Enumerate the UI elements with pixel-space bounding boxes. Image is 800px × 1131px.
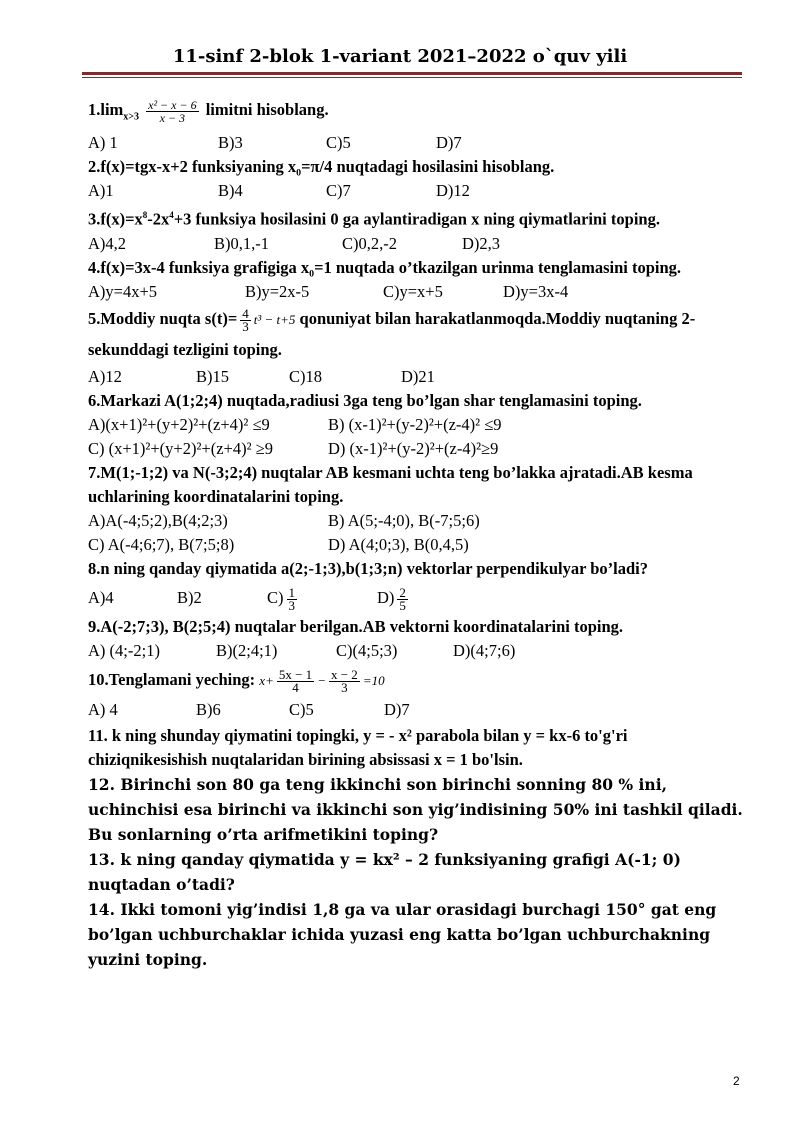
q10-f2-den: 3 <box>341 679 348 695</box>
q5-option-d: D)21 <box>401 366 435 386</box>
q1-frac-num: x² − x − 6 <box>148 97 197 112</box>
q2-option-d: D)12 <box>436 181 470 201</box>
q9-option-a: A) (4;-2;1) <box>88 640 160 660</box>
question-3 <box>88 203 743 232</box>
question-6: 6.Markazi A(1;2;4) nuqtada,radiusi 3ga teng bo’lgan shar tenglamasini toping. <box>88 390 642 410</box>
q4-option-c: C)y=x+5 <box>383 281 443 301</box>
q6-option-d: D) (x-1)²+(y-2)²+(z-4)²≥9 <box>328 438 499 458</box>
q10-f2-num: x − 2 <box>330 666 358 682</box>
q10-lead: 10.Tenglamani yeching: <box>88 669 260 689</box>
question-12: 12. Birinchi son 80 ga teng ikkinchi son birinchi sonning 80 % ini, uchinchisi esa birinchi va ikkinchi son yig’indisining 50% ini tashkil qiladi. Bu sonlarning o’rta arifmetikini toping? <box>88 774 743 844</box>
question-4: 4.f(x)=3x-4 funksiya grafigiga x₀=1 nuqtada o’tkazilgan urinma tenglamasini toping. <box>88 257 682 277</box>
q8-option-b: B)2 <box>177 587 202 607</box>
q10-option-a: A) 4 <box>88 699 118 719</box>
answers-9 <box>88 639 743 663</box>
answers-10 <box>88 698 743 722</box>
q5-frac-den: 3 <box>242 318 249 334</box>
q3-exp1: 8 <box>142 210 148 221</box>
q8-c-den: 3 <box>288 597 295 613</box>
q4-option-a: A)y=4x+5 <box>88 281 158 301</box>
q5-option-c: C)18 <box>289 366 322 386</box>
q1-fraction <box>146 99 198 124</box>
q3-option-c: C)0,2,-2 <box>342 233 397 253</box>
q9-option-c: C)(4;5;3) <box>336 640 398 660</box>
answers-3 <box>88 232 743 256</box>
q3-part2: -2x <box>147 209 170 229</box>
answers-4 <box>88 280 743 304</box>
q3-part3: +3 funksiya hosilasini 0 ga aylantiradigan x ning qiymatlarini toping. <box>173 209 660 229</box>
q8-d-den: 5 <box>399 597 406 613</box>
q1-frac-den: x − 3 <box>159 110 186 125</box>
q10-option-d: D)7 <box>384 699 410 719</box>
q1-text: limitni hisoblang. <box>205 100 329 119</box>
q2-option-c: C)7 <box>326 181 351 201</box>
header-rule-thick <box>82 72 742 75</box>
q10-fraction-1 <box>277 666 314 695</box>
q10-x: x+ <box>259 672 274 688</box>
q8-d-fraction <box>397 584 408 613</box>
q8-c-num: 1 <box>288 584 295 600</box>
q5-expression: t³ − t+5 <box>253 311 296 327</box>
page-number: 2 <box>733 1074 740 1088</box>
q5-option-b: B)15 <box>196 366 229 386</box>
question-7: 7.M(1;-1;2) va N(-3;2;4) nuqtalar AB kesmani uchta teng bo’lakka ajratadi.AB kesma uchlarining koordinatalarini toping. <box>88 462 693 506</box>
question-list <box>88 98 743 972</box>
q7-option-d: D) A(4;0;3), B(0,4,5) <box>328 534 469 554</box>
q1-option-c: C)5 <box>326 133 351 153</box>
q1-option-b: B)3 <box>218 133 243 153</box>
q10-fraction-2 <box>329 666 360 695</box>
q7-option-c: C) A(-4;6;7), B(7;5;8) <box>88 534 235 554</box>
q8-option-a: A)4 <box>88 587 114 607</box>
q5-frac-num: 4 <box>242 305 249 321</box>
answers-1 <box>88 131 743 155</box>
q4-option-b: B)y=2x-5 <box>245 281 310 301</box>
q1-lead: 1.lim <box>88 100 124 119</box>
answers-7-row2 <box>88 533 743 557</box>
q10-rhs: =10 <box>362 672 385 688</box>
answers-8 <box>88 581 743 615</box>
q3-option-d: D)2,3 <box>462 233 501 253</box>
q6-option-c: C) (x+1)²+(y+2)²+(z+4)² ≥9 <box>88 438 273 458</box>
q4-option-d: D)y=3x-4 <box>503 281 569 301</box>
q10-minus: − <box>317 672 326 688</box>
q5-fraction <box>240 305 251 334</box>
answers-6-row2 <box>88 437 743 461</box>
question-5 <box>88 304 743 365</box>
q3-exp2: 4 <box>169 210 174 221</box>
q1-option-d: D)7 <box>436 133 462 153</box>
question-8: 8.n ning qanday qiymatida a(2;-1;3),b(1;3;n) vektorlar perpendikulyar bo’ladi? <box>88 558 649 578</box>
q3-option-b: B)0,1,-1 <box>214 233 269 253</box>
q3-part1: 3.f(x)=x <box>88 209 143 229</box>
answers-6-row1 <box>88 413 743 437</box>
question-1 <box>88 98 743 129</box>
q10-option-c: C)5 <box>289 699 314 719</box>
q9-option-b: B)(2;4;1) <box>216 640 278 660</box>
question-9: 9.A(-2;7;3), B(2;5;4) nuqtalar berilgan.AB vektorni koordinatalarini toping. <box>88 616 624 636</box>
page-header-title: 11-sinf 2-blok 1-variant 2021–2022 o`quv yili <box>172 46 628 67</box>
q6-option-b: B) (x-1)²+(y-2)²+(z-4)² ≤9 <box>328 414 502 434</box>
question-14: 14. Ikki tomoni yig’indisi 1,8 ga va ular orasidagi burchagi 150° gat eng bo’lgan uchburchaklar ichida yuzasi eng katta bo’lgan uchburchakning yuzini toping. <box>88 899 717 969</box>
q3-option-a: A)4,2 <box>88 233 127 253</box>
q2-option-b: B)4 <box>218 181 243 201</box>
q10-option-b: B)6 <box>196 699 221 719</box>
q10-f1-num: 5x − 1 <box>278 666 313 682</box>
q8-c-fraction <box>287 584 298 613</box>
q1-limit-sub: x>3 <box>123 111 139 123</box>
question-2: 2.f(x)=tgx-x+2 funksiyaning x₀=π/4 nuqtadagi hosilasini hisoblang. <box>88 157 555 177</box>
q2-option-a: A)1 <box>88 181 114 201</box>
answers-7-row1 <box>88 509 743 533</box>
q8-option-c: C) <box>267 587 284 607</box>
q9-option-d: D)(4;7;6) <box>453 640 516 660</box>
header-rule-thin <box>82 77 742 78</box>
question-11: 11. k ning shunday qiymatini topingki, y = - x² parabola bilan y = kx-6 to'g'ri chiziqnikesishish nuqtalaridan birining absissasi x = 1 bo'lsin. <box>88 725 628 769</box>
q5-option-a: A)12 <box>88 366 122 386</box>
q5-lead: 5.Moddiy nuqta s(t)= <box>88 308 238 328</box>
question-10 <box>88 663 743 698</box>
q8-option-d: D) <box>377 587 395 607</box>
q7-option-b: B) A(5;-4;0), B(-7;5;6) <box>328 510 480 530</box>
q5-text: qonuniyat bilan harakatlanmoqda.Moddiy nuqtaning 2-sekunddagi tezligini toping. <box>88 308 696 359</box>
question-13: 13. k ning qanday qiymatida y = kx² – 2 funksiyaning grafigi A(-1; 0) nuqtadan o’tadi? <box>88 849 681 894</box>
q10-f1-den: 4 <box>292 679 299 695</box>
q6-option-a: A)(x+1)²+(y+2)²+(z+4)² ≤9 <box>88 414 270 434</box>
answers-5 <box>88 365 743 389</box>
answers-2 <box>88 179 743 203</box>
q8-d-num: 2 <box>399 584 406 600</box>
q1-option-a: A) 1 <box>88 133 118 153</box>
q7-option-a: A)A(-4;5;2),B(4;2;3) <box>88 510 228 530</box>
